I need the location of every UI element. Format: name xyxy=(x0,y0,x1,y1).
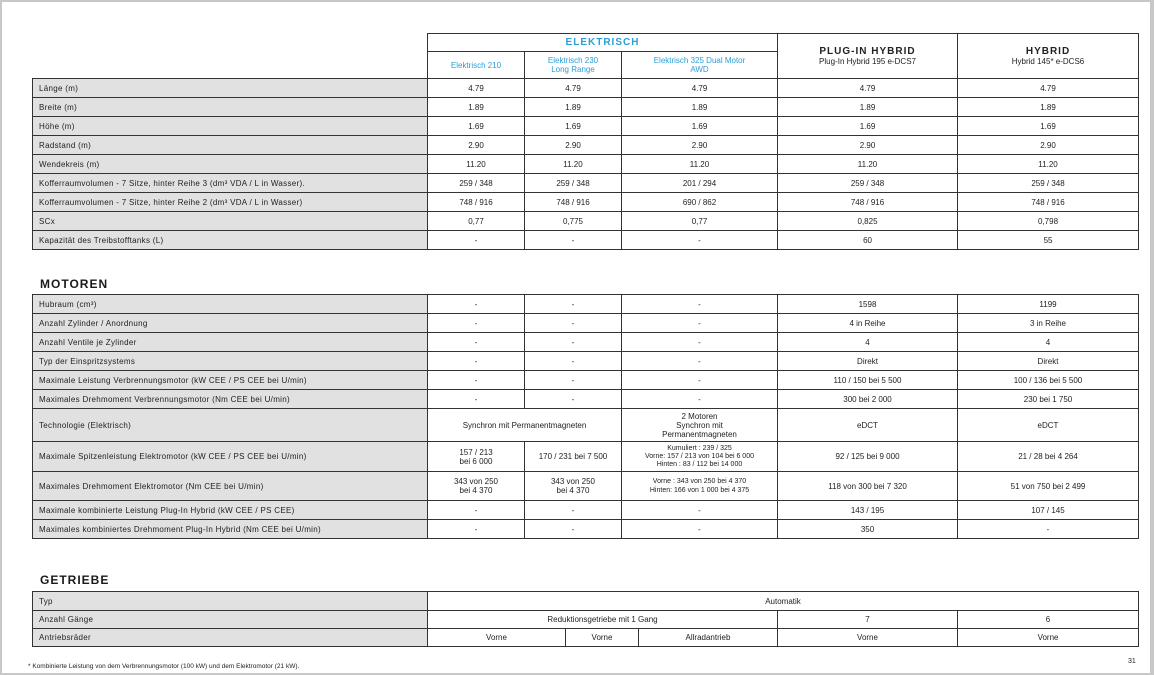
table-row-label: Anzahl Ventile je Zylinder xyxy=(33,333,428,352)
spitzen-e325-line1: Kumuliert : 239 / 325 xyxy=(667,444,732,452)
table-row-label: Typ xyxy=(33,592,428,611)
header-e325-line2: AWD xyxy=(690,65,709,74)
drehm-phev: 118 von 300 bei 7 320 xyxy=(778,472,958,501)
table-cell: 11.20 xyxy=(525,155,622,174)
table-cell: 4 in Reihe xyxy=(778,314,958,333)
header-elektrisch: ELEKTRISCH xyxy=(428,34,778,52)
table-row-label: Hubraum (cm³) xyxy=(33,295,428,314)
spitzen-e210 xyxy=(428,442,525,472)
header-e325-line1: Elektrisch 325 Dual Motor xyxy=(653,56,746,65)
table-row-label: Maximale Leistung Verbrennungsmotor (kW CEE / PS CEE bei U/min) xyxy=(33,371,428,390)
table-cell: - xyxy=(958,520,1139,539)
drehm-e325 xyxy=(622,472,778,501)
table-cell: 4.79 xyxy=(622,79,778,98)
table-cell: 55 xyxy=(958,231,1139,250)
tech-hybrid: eDCT xyxy=(958,409,1139,442)
drehm-e210-line1: 343 von 250 xyxy=(453,477,499,486)
table-cell: 1.69 xyxy=(622,117,778,136)
table-row-label: Typ der Einspritzsystems xyxy=(33,352,428,371)
table-cell: 0,77 xyxy=(428,212,525,231)
table-cell: 2.90 xyxy=(428,136,525,155)
spitzen-e325-line3: Hinten : 83 / 112 bei 14 000 xyxy=(656,460,743,468)
table-cell: 259 / 348 xyxy=(958,174,1139,193)
table-row xyxy=(33,136,1139,155)
table-row xyxy=(33,295,1139,314)
table-row xyxy=(33,98,1139,117)
table-row-label: Maximales Drehmoment Elektromotor (Nm CEE bei U/min) xyxy=(33,472,428,501)
table-cell: - xyxy=(525,371,622,390)
header-hybrid xyxy=(958,34,1139,79)
tech-phev: eDCT xyxy=(778,409,958,442)
table-cell: 0,775 xyxy=(525,212,622,231)
table-cell: 1.89 xyxy=(428,98,525,117)
table-cell: - xyxy=(428,231,525,250)
table-cell: - xyxy=(525,390,622,409)
table-cell: - xyxy=(428,520,525,539)
table-cell: 748 / 916 xyxy=(525,193,622,212)
drehm-e230 xyxy=(525,472,622,501)
table-row xyxy=(33,231,1139,250)
drehm-e230-line2: bei 4 370 xyxy=(556,486,590,495)
table-cell: 1.89 xyxy=(958,98,1139,117)
table-cell: 2.90 xyxy=(958,136,1139,155)
table-row xyxy=(33,117,1139,136)
table-cell: 1.69 xyxy=(958,117,1139,136)
table-row-label: Radstand (m) xyxy=(33,136,428,155)
table-cell: - xyxy=(428,352,525,371)
table-cell: 748 / 916 xyxy=(958,193,1139,212)
table-cell: 350 xyxy=(778,520,958,539)
table-cell: 259 / 348 xyxy=(428,174,525,193)
table-row xyxy=(33,501,1139,520)
table-cell: - xyxy=(428,333,525,352)
table-cell: 1.89 xyxy=(778,98,958,117)
section-title-motoren: MOTOREN xyxy=(40,277,109,291)
table-cell: 1.89 xyxy=(622,98,778,117)
drehm-hybrid: 51 von 750 bei 2 499 xyxy=(958,472,1139,501)
table-cell: Allradantrieb xyxy=(639,629,778,647)
table-cell: 748 / 916 xyxy=(778,193,958,212)
drehm-e210-line2: bei 4 370 xyxy=(459,486,493,495)
table-cell: 201 / 294 xyxy=(622,174,778,193)
spitzen-e210-line2: bei 6 000 xyxy=(459,456,493,466)
table-row-label: Kofferraumvolumen - 7 Sitze, hinter Reihe 2 (dm³ VDA / L in Wasser) xyxy=(33,193,428,212)
table-cell: 230 bei 1 750 xyxy=(958,390,1139,409)
header-hybrid-sub: Hybrid 145* e-DCS6 xyxy=(1011,57,1085,66)
table-cell: - xyxy=(525,520,622,539)
spitzen-e230: 170 / 231 bei 7 500 xyxy=(525,442,622,472)
table-row xyxy=(33,155,1139,174)
header-elektrisch-210: Elektrisch 210 xyxy=(428,52,525,79)
tech-dual-line2: Synchron mit xyxy=(676,420,723,430)
header-e230-line1: Elektrisch 230 xyxy=(547,56,599,65)
table-cell: 2.90 xyxy=(778,136,958,155)
getriebe-gaenge-elektrisch: Reduktionsgetriebe mit 1 Gang xyxy=(428,611,778,629)
table-cell: 11.20 xyxy=(778,155,958,174)
table-cell: - xyxy=(622,295,778,314)
table-cell: Direkt xyxy=(958,352,1139,371)
table-cell: Vorne xyxy=(566,629,639,647)
table-row xyxy=(33,174,1139,193)
table-cell: 748 / 916 xyxy=(428,193,525,212)
table-row-label: Kofferraumvolumen - 7 Sitze, hinter Reihe 3 (dm³ VDA / L in Wasser). xyxy=(33,174,428,193)
table-cell: 1.69 xyxy=(428,117,525,136)
table-cell: 4.79 xyxy=(525,79,622,98)
table-row xyxy=(33,390,1139,409)
header-phev-title: PLUG-IN HYBRID xyxy=(819,46,916,57)
table-cell: 259 / 348 xyxy=(778,174,958,193)
table-row xyxy=(33,333,1139,352)
footnote: * Kombinierte Leistung von dem Verbrennungsmotor (100 kW) und dem Elektromotor (21 kW). xyxy=(28,663,300,670)
table-cell: - xyxy=(428,390,525,409)
table-cell: - xyxy=(428,314,525,333)
table-cell: - xyxy=(622,352,778,371)
table-cell: 259 / 348 xyxy=(525,174,622,193)
table-cell: 1.69 xyxy=(525,117,622,136)
table-row-label: Maximales kombiniertes Drehmoment Plug-In Hybrid (Nm CEE bei U/min) xyxy=(33,520,428,539)
getriebe-typ-value: Automatik xyxy=(428,592,1139,611)
table-row-label: Länge (m) xyxy=(33,79,428,98)
architektur-table xyxy=(32,33,1139,250)
drehm-e230-line1: 343 von 250 xyxy=(550,477,596,486)
spitzen-phev: 92 / 125 bei 9 000 xyxy=(778,442,958,472)
table-cell: 4.79 xyxy=(778,79,958,98)
page-number: 31 xyxy=(1128,658,1136,665)
table-cell: 690 / 862 xyxy=(622,193,778,212)
table-cell: - xyxy=(525,314,622,333)
table-cell: 11.20 xyxy=(428,155,525,174)
table-row xyxy=(33,352,1139,371)
tech-synchron: Synchron mit Permanentmagneten xyxy=(428,409,622,442)
table-row xyxy=(33,314,1139,333)
table-cell: - xyxy=(525,295,622,314)
table-cell: 143 / 195 xyxy=(778,501,958,520)
header-e230-line2: Long Range xyxy=(551,65,595,74)
table-cell: - xyxy=(622,371,778,390)
getriebe-gaenge-hybrid: 6 xyxy=(958,611,1139,629)
table-row-label: Maximales Drehmoment Verbrennungsmotor (Nm CEE bei U/min) xyxy=(33,390,428,409)
spitzen-e210-line1: 157 / 213 xyxy=(459,447,493,457)
table-cell: 107 / 145 xyxy=(958,501,1139,520)
table-cell: - xyxy=(525,501,622,520)
getriebe-table xyxy=(32,591,1139,647)
table-cell: - xyxy=(525,352,622,371)
table-cell: 11.20 xyxy=(958,155,1139,174)
getriebe-gaenge-phev: 7 xyxy=(778,611,958,629)
table-row xyxy=(33,212,1139,231)
table-cell: 1199 xyxy=(958,295,1139,314)
table-cell: - xyxy=(622,390,778,409)
table-cell: - xyxy=(622,501,778,520)
table-cell: 110 / 150 bei 5 500 xyxy=(778,371,958,390)
table-cell: 0,825 xyxy=(778,212,958,231)
drehm-e210 xyxy=(428,472,525,501)
table-row-label: Maximale Spitzenleistung Elektromotor (kW CEE / PS CEE bei U/min) xyxy=(33,442,428,472)
table-row-label: Anzahl Zylinder / Anordnung xyxy=(33,314,428,333)
section-title-getriebe: GETRIEBE xyxy=(40,573,110,587)
table-cell: 11.20 xyxy=(622,155,778,174)
table-row xyxy=(33,193,1139,212)
table-cell: - xyxy=(525,231,622,250)
table-cell: 2.90 xyxy=(622,136,778,155)
table-cell: - xyxy=(622,314,778,333)
table-cell: 60 xyxy=(778,231,958,250)
table-cell: 2.90 xyxy=(525,136,622,155)
table-cell: 1598 xyxy=(778,295,958,314)
spitzen-e325-line2: Vorne: 157 / 213 von 104 bei 6 000 xyxy=(645,452,754,460)
table-cell: 300 bei 2 000 xyxy=(778,390,958,409)
table-row-label: Anzahl Gänge xyxy=(33,611,428,629)
table-row-label: Höhe (m) xyxy=(33,117,428,136)
table-cell: 4.79 xyxy=(428,79,525,98)
header-phev-sub: Plug-In Hybrid 195 e-DCS7 xyxy=(819,57,916,66)
table-row-label: Maximale kombinierte Leistung Plug-In Hybrid (kW CEE / PS CEE) xyxy=(33,501,428,520)
table-cell: - xyxy=(428,501,525,520)
header-elektrisch-325 xyxy=(622,52,778,79)
table-cell: 0,77 xyxy=(622,212,778,231)
table-cell: - xyxy=(428,295,525,314)
table-cell: 4 xyxy=(778,333,958,352)
table-cell: - xyxy=(622,333,778,352)
table-cell: - xyxy=(622,520,778,539)
table-row-label: Breite (m) xyxy=(33,98,428,117)
table-row-label: SCx xyxy=(33,212,428,231)
spitzen-e325 xyxy=(622,442,778,472)
table-cell: 1.69 xyxy=(778,117,958,136)
table-cell: Vorne xyxy=(778,629,958,647)
header-hybrid-title: HYBRID xyxy=(1025,46,1071,57)
table-row-label: Technologie (Elektrisch) xyxy=(33,409,428,442)
table-row xyxy=(33,79,1139,98)
table-row xyxy=(33,371,1139,390)
table-cell: Direkt xyxy=(778,352,958,371)
table-cell: 1.89 xyxy=(525,98,622,117)
table-row-label: Antriebsräder xyxy=(33,629,428,647)
table-row-label: Kapazität des Treibstofftanks (L) xyxy=(33,231,428,250)
spec-page xyxy=(2,2,1150,673)
spitzen-hybrid: 21 / 28 bei 4 264 xyxy=(958,442,1139,472)
table-cell: 4 xyxy=(958,333,1139,352)
table-cell: 100 / 136 bei 5 500 xyxy=(958,371,1139,390)
table-cell: - xyxy=(428,371,525,390)
table-cell: 3 in Reihe xyxy=(958,314,1139,333)
table-row xyxy=(33,520,1139,539)
table-cell: 0,798 xyxy=(958,212,1139,231)
table-cell: 4.79 xyxy=(958,79,1139,98)
drehm-e325-line2: Hinten: 166 von 1 000 bei 4 375 xyxy=(649,487,750,494)
motoren-table xyxy=(32,294,1139,539)
table-cell: - xyxy=(525,333,622,352)
table-cell: - xyxy=(622,231,778,250)
tech-dual-line3: Permanentmagneten xyxy=(662,429,737,439)
table-row-label: Wendekreis (m) xyxy=(33,155,428,174)
header-elektrisch-230 xyxy=(525,52,622,79)
drehm-e325-line1: Vorne : 343 von 250 bei 4 370 xyxy=(652,478,747,485)
table-cell: Vorne xyxy=(958,629,1139,647)
tech-dual xyxy=(622,409,778,442)
tech-dual-line1: 2 Motoren xyxy=(681,411,718,421)
table-cell: Vorne xyxy=(428,629,566,647)
header-plug-in-hybrid xyxy=(778,34,958,79)
